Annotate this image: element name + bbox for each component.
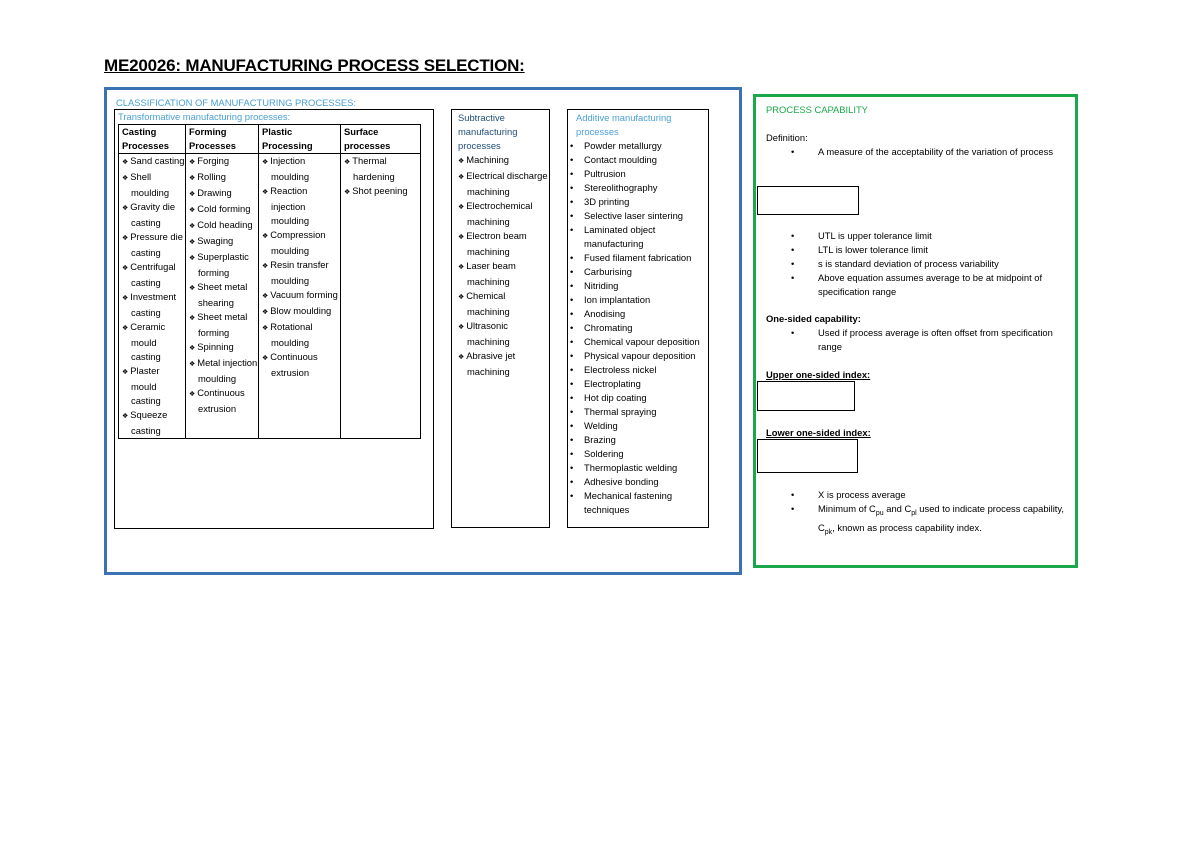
forming-header: Forming Processes	[186, 125, 259, 154]
list-item: ❖ Reaction injection moulding	[262, 184, 340, 228]
list-item: ❖ Blow moulding	[262, 304, 340, 320]
list-item: ❖ Ultrasonic machining	[458, 319, 550, 349]
casting-header: Casting Processes	[119, 125, 186, 154]
definition-bullet: • A measure of the acceptability of the variation of process	[791, 146, 1054, 157]
list-item: ❖ Superplastic forming	[189, 250, 258, 280]
list-item: ❖ Injection moulding	[262, 154, 340, 184]
list-item: ❖ Electrochemical machining	[458, 199, 550, 229]
list-item: • Fused filament fabrication	[569, 251, 709, 265]
list-item: ❖ Sheet metal shearing	[189, 280, 258, 310]
list-item: ❖ Sand casting	[122, 154, 185, 170]
list-item: ❖ Continuous extrusion	[262, 350, 340, 380]
transformative-title: Transformative manufacturing processes:	[118, 111, 291, 122]
list-item: ❖ Sheet metal forming	[189, 310, 258, 340]
list-item: • Anodising	[569, 307, 709, 321]
utl-bullet: • UTL is upper tolerance limit	[791, 230, 932, 241]
list-item: • Laminated object manufacturing	[569, 223, 709, 251]
list-item: ❖ Resin transfer moulding	[262, 258, 340, 288]
list-item: • Selective laser sintering	[569, 209, 709, 223]
list-item: • Electroless nickel	[569, 363, 709, 377]
list-item: • Thermoplastic welding	[569, 461, 709, 475]
plastic-list	[262, 154, 340, 380]
cpu-equation-box	[757, 381, 855, 411]
list-item: • Ion implantation	[569, 293, 709, 307]
list-item: ❖ Laser beam machining	[458, 259, 550, 289]
list-item: • Mechanical fastening techniques	[569, 489, 709, 517]
subtractive-list	[458, 153, 550, 379]
list-item: • Chemical vapour deposition	[569, 335, 709, 349]
list-item: • Contact moulding	[569, 153, 709, 167]
capability-title: PROCESS CAPABILITY	[766, 104, 868, 115]
definition-label: Definition:	[766, 132, 808, 143]
list-item: ❖ Chemical machining	[458, 289, 550, 319]
additive-list	[569, 139, 709, 517]
list-item: ❖ Shell moulding	[122, 170, 185, 200]
list-item: • Soldering	[569, 447, 709, 461]
casting-list	[122, 154, 185, 438]
list-item: ❖ Forging	[189, 154, 258, 170]
subtractive-title: Subtractive manufacturing processes	[458, 112, 518, 151]
list-item: ❖ Rolling	[189, 170, 258, 186]
list-item: ❖ Compression moulding	[262, 228, 340, 258]
additive-title: Additive manufacturing processes	[576, 112, 672, 137]
list-item: ❖ Squeeze casting	[122, 408, 185, 438]
list-item: • 3D printing	[569, 195, 709, 209]
surface-header: Surface processes	[341, 125, 421, 154]
list-item: • Powder metallurgy	[569, 139, 709, 153]
list-item: ❖ Spinning	[189, 340, 258, 356]
list-item: • Chromating	[569, 321, 709, 335]
classification-title: CLASSIFICATION OF MANUFACTURING PROCESSES:	[116, 97, 356, 108]
list-item: • Electroplating	[569, 377, 709, 391]
list-item: ❖ Electrical discharge machining	[458, 169, 550, 199]
list-item: ❖ Metal injection moulding	[189, 356, 258, 386]
ltl-bullet: • LTL is lower tolerance limit	[791, 244, 928, 255]
list-item: ❖ Centrifugal casting	[122, 260, 185, 290]
list-item: ❖ Plaster mould casting	[122, 364, 185, 408]
list-item: • Welding	[569, 419, 709, 433]
list-item: ❖ Pressure die casting	[122, 230, 185, 260]
one-sided-bullet: • Used if process average is often offset from specification range	[791, 327, 1053, 352]
list-item: • Carburising	[569, 265, 709, 279]
transformative-table	[118, 124, 421, 439]
list-item: • Nitriding	[569, 279, 709, 293]
list-item: ❖ Investment casting	[122, 290, 185, 320]
list-item: ❖ Thermal hardening	[344, 154, 420, 184]
list-item: ❖ Machining	[458, 153, 550, 169]
list-item: • Stereolithography	[569, 181, 709, 195]
minimum-bullet: • Minimum of $C_{pu}$ and $C_{pl}$ used to indicate process capability, $C_{pk}$, known as process capability index.	[791, 503, 1065, 536]
plastic-header: Plastic Processing	[259, 125, 341, 154]
list-item: ❖ Gravity die casting	[122, 200, 185, 230]
midpoint-bullet: • Above equation assumes average to be at midpoint of specification range	[791, 272, 1043, 297]
x-average-bullet: • X is process average	[791, 489, 906, 500]
list-item: ❖ Shot peening	[344, 184, 420, 200]
list-item: • Brazing	[569, 433, 709, 447]
list-item: ❖ Cold heading	[189, 218, 258, 234]
list-item: ❖ Swaging	[189, 234, 258, 250]
list-item: ❖ Abrasive jet machining	[458, 349, 550, 379]
forming-list	[189, 154, 258, 416]
list-item: ❖ Continuous extrusion	[189, 386, 258, 416]
list-item: ❖ Ceramic mould casting	[122, 320, 185, 364]
s-bullet: • s is standard deviation of process variability	[791, 258, 999, 269]
list-item: ❖ Cold forming	[189, 202, 258, 218]
list-item: • Pultrusion	[569, 167, 709, 181]
lower-index-label: Lower one-sided index:	[766, 427, 871, 438]
one-sided-label: One-sided capability:	[766, 313, 861, 324]
list-item: • Adhesive bonding	[569, 475, 709, 489]
list-item: ❖ Vacuum forming	[262, 288, 340, 304]
list-item: • Thermal spraying	[569, 405, 709, 419]
list-item: ❖ Rotational moulding	[262, 320, 340, 350]
document-title: ME20026: MANUFACTURING PROCESS SELECTION:	[104, 56, 525, 75]
list-item: • Hot dip coating	[569, 391, 709, 405]
list-item: • Physical vapour deposition	[569, 349, 709, 363]
list-item: ❖ Electron beam machining	[458, 229, 550, 259]
cp-equation-box	[757, 186, 859, 215]
upper-index-label: Upper one-sided index:	[766, 369, 871, 380]
list-item: ❖ Drawing	[189, 186, 258, 202]
surface-list	[344, 154, 420, 200]
cpl-equation-box	[757, 439, 858, 473]
